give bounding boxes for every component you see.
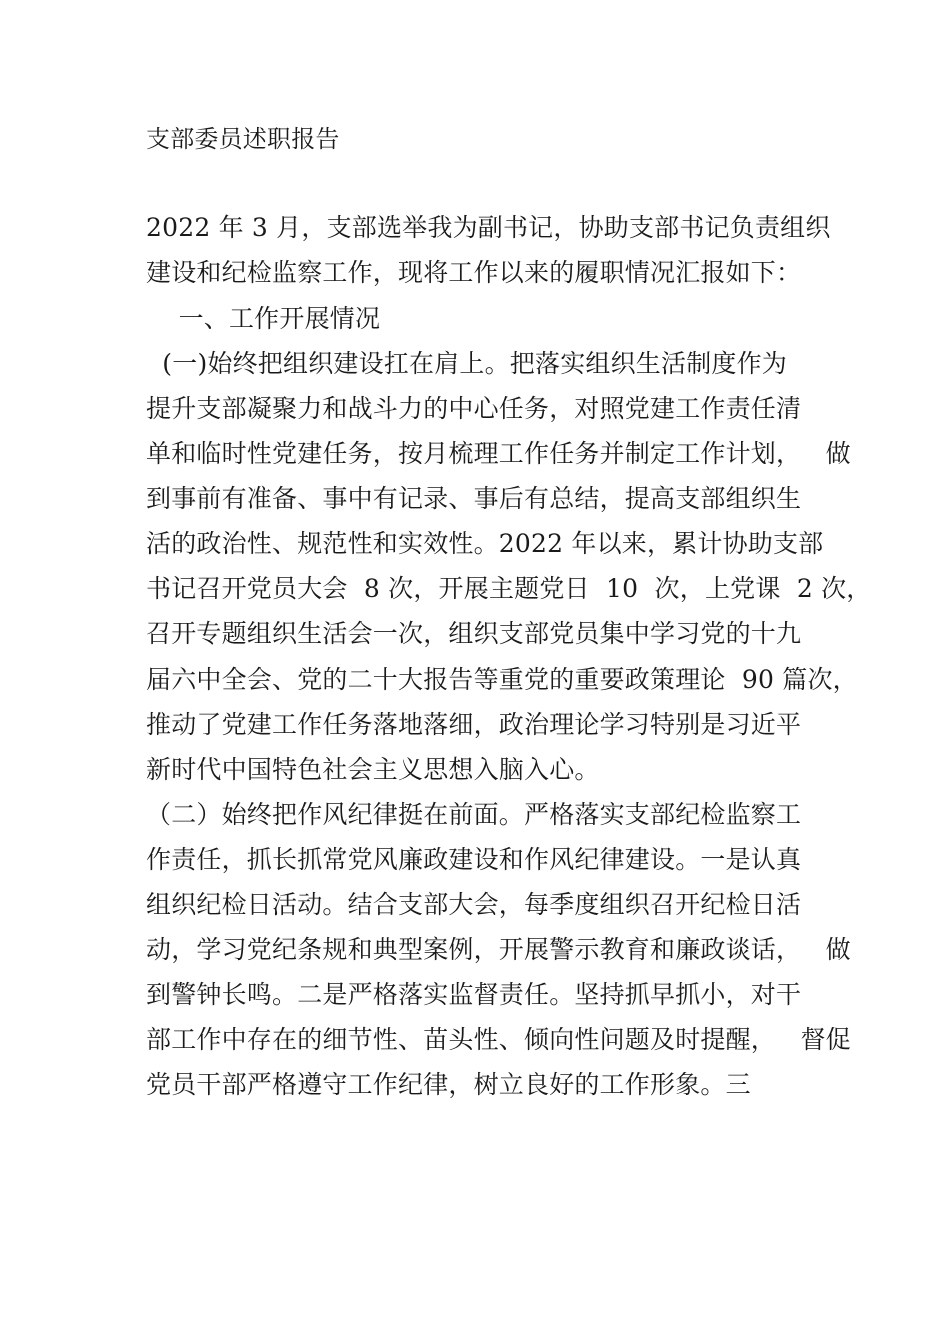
paragraph-line: 动，学习党纪条规和典型案例，开展警示教育和廉政谈话， 做 [146, 935, 851, 964]
section-heading: 一、工作开展情况 [146, 304, 381, 333]
paragraph-line: 到事前有准备、事中有记录、事后有总结，提高支部组织生 [146, 484, 802, 513]
document-title: 支部委员述职报告 [146, 125, 340, 153]
paragraph-line: 推动了党建工作任务落地落细，政治理论学习特别是习近平 [146, 710, 802, 739]
paragraph-line: 2022 年 3 月，支部选举我为副书记，协助支部书记负责组织 [146, 213, 831, 242]
paragraph-line: 书记召开党员大会 8 次，开展主题党日 10 次，上党课 2 次， [146, 574, 872, 603]
paragraph-line: 活的政治性、规范性和实效性。2022 年以来，累计协助支部 [146, 529, 824, 558]
paragraph-line: 建设和纪检监察工作，现将工作以来的履职情况汇报如下： [146, 258, 802, 287]
subsection-heading-line: (一)始终把组织建设扛在肩上。把落实组织生活制度作为 [146, 349, 788, 378]
paragraph-line: 提升支部凝聚力和战斗力的中心任务，对照党建工作责任清 [146, 394, 802, 423]
paragraph-line: 新时代中国特色社会主义思想入脑入心。 [146, 755, 600, 784]
paragraph-line: 届六中全会、党的二十大报告等重党的重要政策理论 90 篇次， [146, 665, 858, 694]
paragraph-line: 单和临时性党建任务，按月梳理工作任务并制定工作计划， 做 [146, 439, 851, 468]
paragraph-line: 召开专题组织生活会一次，组织支部党员集中学习党的十九 [146, 619, 802, 648]
paragraph-line: 到警钟长鸣。二是严格落实监督责任。坚持抓早抓小，对干 [146, 980, 802, 1009]
paragraph-line: 党员干部严格遵守工作纪律，树立良好的工作形象。三 [146, 1070, 751, 1099]
paragraph-line: 组织纪检日活动。结合支部大会，每季度组织召开纪检日活 [146, 890, 802, 919]
paragraph-line: 作责任，抓长抓常党风廉政建设和作风纪律建设。一是认真 [146, 845, 802, 874]
subsection-heading-line: （二）始终把作风纪律挺在前面。严格落实支部纪检监察工 [146, 800, 802, 829]
paragraph-line: 部工作中存在的细节性、苗头性、倾向性问题及时提醒， 督促 [146, 1025, 851, 1054]
